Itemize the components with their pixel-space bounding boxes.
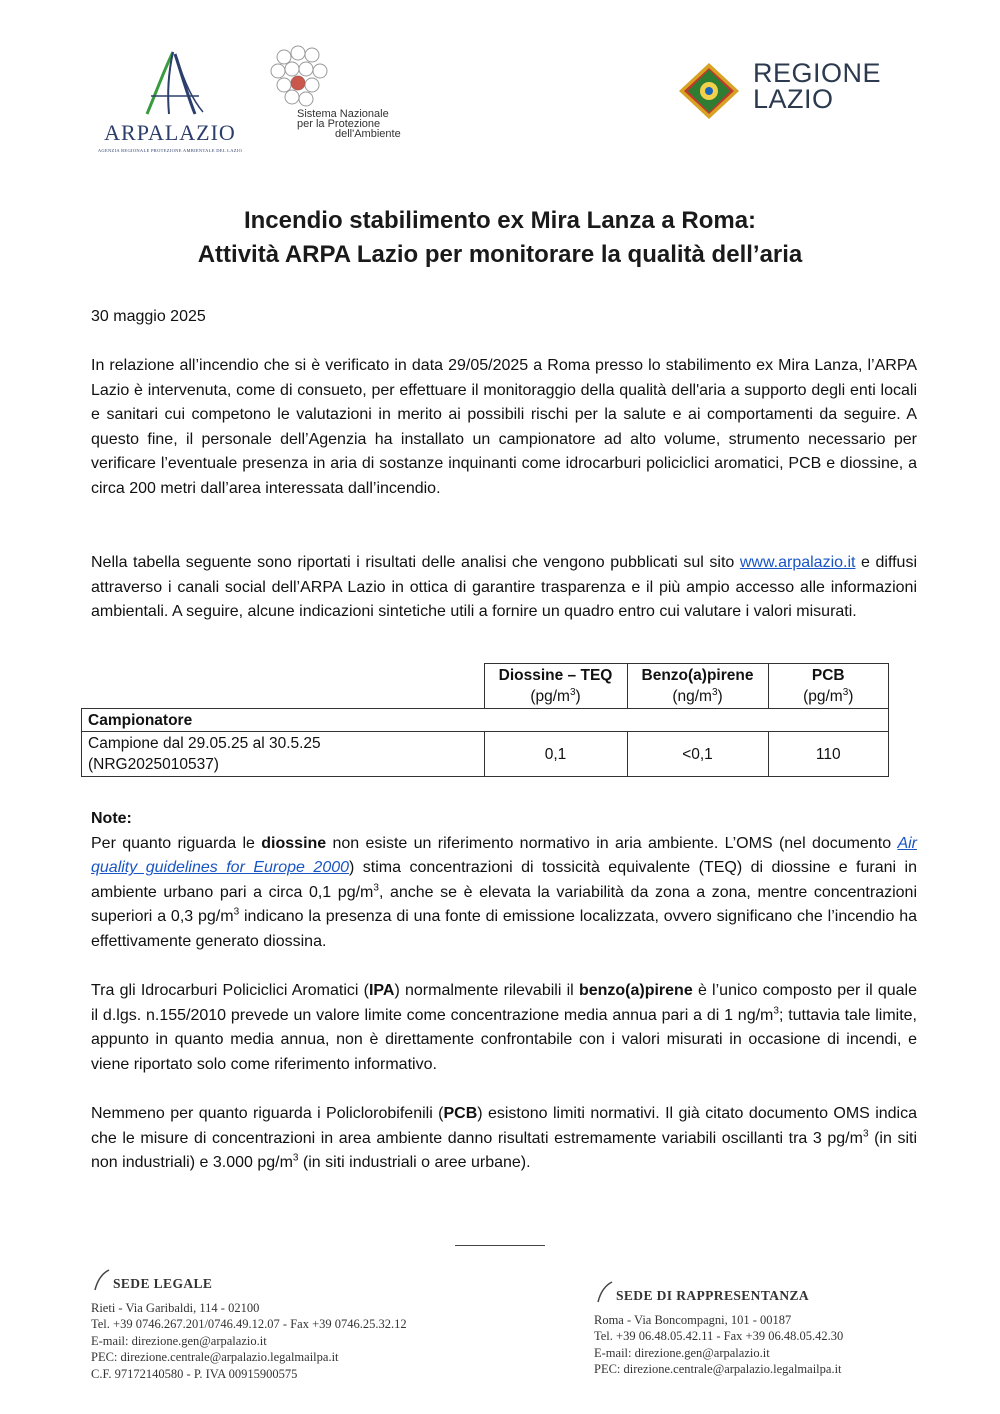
footer-sede-rappresentanza xyxy=(594,1288,934,1378)
table-section-row xyxy=(82,709,889,732)
intro-text: In relazione all’incendio che si è verificato in data 29/05/2025 a Roma presso lo stabilimento ex Mira Lanza, l’ARPA Lazio è intervenuta, come di consueto, per effettuare il monitoraggio della qualità dell'aria a supporto degli enti locali e sanitari cui competono le valutazioni in merito ai possibili rischi per la salute e ai comportamenti da seguire. A questo fine, il personale dell’Agenzia ha installato un campionatore ad alto volume, strumento necessario per verificare l’eventuale presenza in aria di sostanze inquinanti come idrocarburi policiclici aromatici, PCB e diossine, a circa 200 metri dall’area interessata dall’incendio. xyxy=(91,357,917,497)
sede-rappresentanza-line: E-mail: direzione.gen@arpalazio.it xyxy=(594,1345,770,1360)
arpa-logo-name: ARPALAZIO xyxy=(104,120,236,145)
sede-legale-line: E-mail: direzione.gen@arpalazio.it xyxy=(91,1333,267,1348)
title-line-2: Attività ARPA Lazio per monitorare la qualità dell’aria xyxy=(197,241,803,268)
arpa-lazio-logo xyxy=(95,48,245,158)
table-section-label: Campionatore xyxy=(88,711,193,729)
regione-lazio-logo xyxy=(678,60,898,120)
regione-lazio-emblem-icon xyxy=(678,62,740,120)
col-benzopirene-name: Benzo(a)pirene xyxy=(641,667,754,684)
notes-section xyxy=(91,807,917,1176)
col-benzopirene-header: Benzo(a)pirene $(ng/m^3)$ xyxy=(627,664,768,709)
table-header-row xyxy=(82,664,889,709)
para2-after: e diffusi attraverso i canali social dell’ARPA Lazio in ottica di garantire trasparenza e il più ampio accesso alle informazioni ambientali. A seguire, alcune indicazioni sintetiche utili a fornire un quadro entro cui valutare i valori misurati. xyxy=(91,554,918,621)
quill-icon xyxy=(91,1268,113,1292)
footer-sede-legale xyxy=(91,1276,491,1382)
snpa-logo xyxy=(270,45,440,155)
col-pcb-name: PCB xyxy=(811,667,845,684)
results-table xyxy=(81,663,889,777)
note-diossine: Per quanto riguarda le diossine non esiste un riferimento normativo in aria ambiente. L’OMS (nel documento Air quality guidelines for Europe 2000) stima concentrazioni di tossicità equivalente (TEQ) di diossine e furani in ambiente urbano pari a circa 0,1 $pg/m^3$, anche se è elevata la variabilità da zona a zona, mentre concentrazioni superiori a 0,3 $pg/m^3$ indicano la presenza di una fonte di emissione localizzata, ovvero significano che l’incendio ha effettivamente generato diossina. xyxy=(91,834,918,950)
col-diossine-header: Diossine – TEQ $(pg/m^3)$ xyxy=(484,664,627,709)
snpa-line-3: dell'Ambiente xyxy=(335,128,401,140)
col-diossine-name: Diossine – TEQ xyxy=(498,667,613,684)
sede-rappresentanza-heading: SEDE DI RAPPRESENTANZA xyxy=(616,1288,810,1303)
arpa-mountain-icon xyxy=(95,48,245,120)
note-pcb: Nemmeno per quanto riguarda i Policlorobifenili (PCB) esistono limiti normativi. Il già citato documento OMS indica che le misure di concentrazioni in area ambiente danno risultati estremamente variabili oscillanti tra 3 $pg/m^3$ (in siti non industriali) e 3.000 $pg/m^3$ (in siti industriali o aree urbane). xyxy=(91,1105,918,1172)
col-pcb-header: PCB $(pg/m^3)$ xyxy=(768,664,889,709)
document-title xyxy=(80,204,920,272)
note-ipa: Tra gli Idrocarburi Policiclici Aromatici (IPA) normalmente rilevabili il benzo(a)pirene è l’unico composto per il quale il d.lgs. n.155/2010 prevede un valore limite come concentrazione media annua pari a di 1 $ng/m^3$; tuttavia tale limite, appunto in quanto media annua, non è direttamente confrontabile con i valori misurati in occasione di incendi, e viene riportato solo come riferimento informativo. xyxy=(91,982,918,1073)
regione-line-2: LAZIO xyxy=(753,84,834,114)
sede-rappresentanza-line: PEC: direzione.centrale@arpalazio.legalmailpa.it xyxy=(594,1362,842,1376)
table-row xyxy=(82,732,889,777)
sede-legale-line: Rieti - Via Garibaldi, 114 - 02100 xyxy=(91,1300,260,1315)
sede-rappresentanza-line: Roma - Via Boncompagni, 101 - 00187 xyxy=(594,1312,792,1327)
snpa-line-1: Sistema Nazionale xyxy=(297,108,389,120)
table-intro-paragraph xyxy=(91,551,917,625)
notes-heading: Note: xyxy=(91,810,132,827)
snpa-line-2: per la Protezione xyxy=(297,118,381,130)
value-pcb: 110 xyxy=(768,732,889,777)
who-guidelines-link[interactable]: Air quality guidelines for Europe 2000 xyxy=(91,834,917,877)
regione-line-1: REGIONE xyxy=(753,58,882,88)
value-diossine: 0,1 xyxy=(484,732,627,777)
snpa-hexagon-icon xyxy=(270,45,380,115)
value-benzopirene: <0,1 xyxy=(627,732,768,777)
intro-paragraph xyxy=(91,354,917,502)
sede-legale-line: C.F. 97172140580 - P. IVA 00915900575 xyxy=(91,1366,298,1381)
sede-rappresentanza-line: Tel. +39 06.48.05.42.11 - Fax +39 06.48.05.42.30 xyxy=(594,1329,844,1343)
sede-legale-heading: SEDE LEGALE xyxy=(113,1276,213,1291)
sede-legale-line: Tel. +39 0746.267.201/0746.49.12.07 - Fax +39 0746.25.32.12 xyxy=(91,1317,407,1331)
snpa-logo-text xyxy=(297,109,401,139)
document-date: 30 maggio 2025 xyxy=(91,308,206,325)
title-line-1: Incendio stabilimento ex Mira Lanza a Roma: xyxy=(243,207,757,234)
arpalazio-website-link[interactable]: www.arpalazio.it xyxy=(739,554,856,571)
regione-lazio-wordmark xyxy=(753,60,881,112)
sample-label-cell: Campione dal 29.05.25 al 30.5.25 (NRG2025010537) xyxy=(82,732,485,777)
footer-divider xyxy=(455,1245,545,1246)
arpa-logo-subtitle: AGENZIA REGIONALE PROTEZIONE AMBIENTALE DEL LAZIO xyxy=(97,148,243,153)
sede-legale-line: PEC: direzione.centrale@arpalazio.legalmailpa.it xyxy=(91,1350,339,1364)
quill-icon xyxy=(594,1280,616,1304)
para2-before: Nella tabella seguente sono riportati i risultati delle analisi che vengono pubblicati sul sito xyxy=(91,554,740,571)
